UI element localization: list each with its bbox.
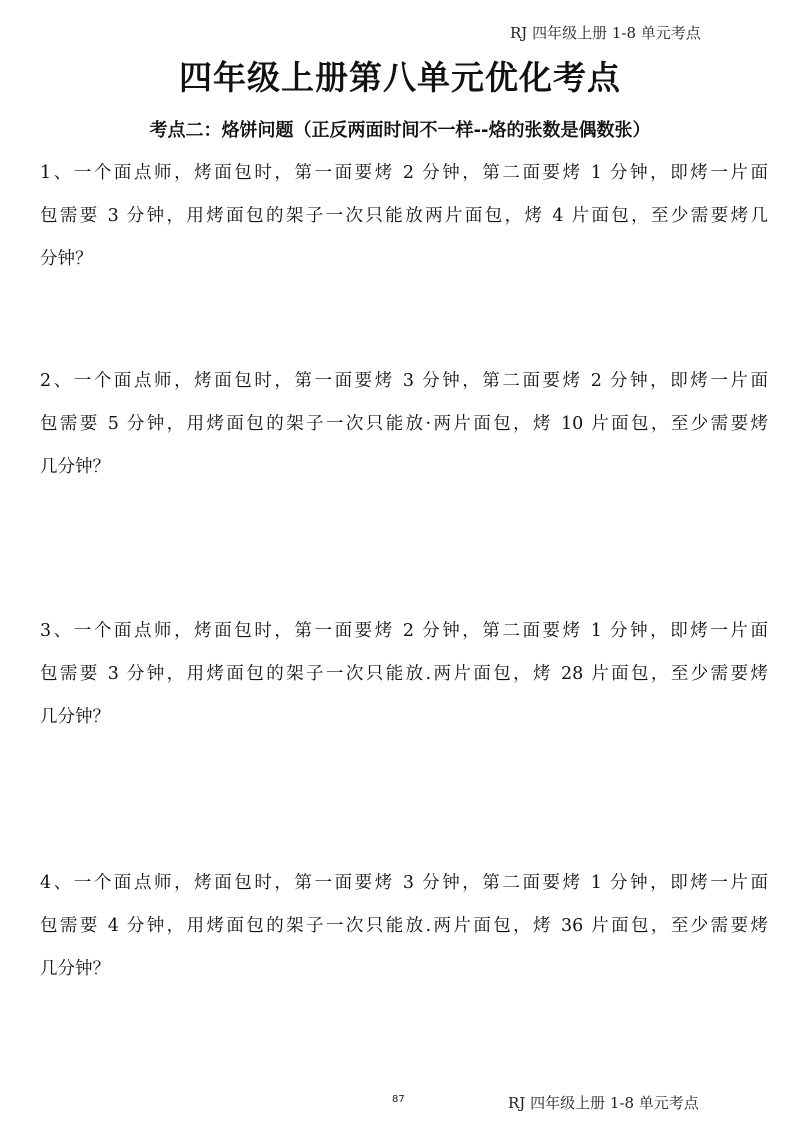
problem-1 xyxy=(40,152,768,281)
problem-2 xyxy=(40,360,768,489)
problem-4 xyxy=(40,862,768,991)
problem-line: 包需要 5 分钟，用烤面包的架子一次只能放·两片面包，烤 10 片面包，至少需要烤 xyxy=(40,414,768,434)
problem-line: 分钟？ xyxy=(40,249,93,269)
problem-line: 3、一个面点师，烤面包时，第一面要烤 2 分钟，第二面要烤 1 分钟，即烤一片面 xyxy=(40,621,768,641)
page-number: 87 xyxy=(392,1094,405,1105)
problem-line: 包需要 4 分钟，用烤面包的架子一次只能放.两片面包，烤 36 片面包，至少需要烤 xyxy=(40,916,768,936)
footer-note: RJ 四年级上册 1-8 单元考点 xyxy=(508,1094,699,1112)
problem-line: 包需要 3 分钟，用烤面包的架子一次只能放.两片面包，烤 28 片面包，至少需要烤 xyxy=(40,664,768,684)
problem-3 xyxy=(40,610,768,739)
section-subtitle: 考点二：烙饼问题（正反两面时间不一样--烙的张数是偶数张） xyxy=(149,120,651,141)
problem-line: 包需要 3 分钟，用烤面包的架子一次只能放两片面包，烤 4 片面包，至少需要烤几 xyxy=(40,206,768,226)
page-title: 四年级上册第八单元优化考点 xyxy=(179,58,621,97)
problem-line: 几分钟？ xyxy=(40,707,110,727)
problem-line: 几分钟？ xyxy=(40,959,110,979)
problem-line: 4、一个面点师，烤面包时，第一面要烤 3 分钟，第二面要烤 1 分钟，即烤一片面 xyxy=(40,873,768,893)
problem-line: 几分钟？ xyxy=(40,457,110,477)
problem-line: 2、一个面点师，烤面包时，第一面要烤 3 分钟，第二面要烤 2 分钟，即烤一片面 xyxy=(40,371,768,391)
header-note: RJ 四年级上册 1-8 单元考点 xyxy=(510,24,701,42)
problem-line: 1、一个面点师，烤面包时，第一面要烤 2 分钟，第二面要烤 1 分钟，即烤一片面 xyxy=(40,163,768,183)
